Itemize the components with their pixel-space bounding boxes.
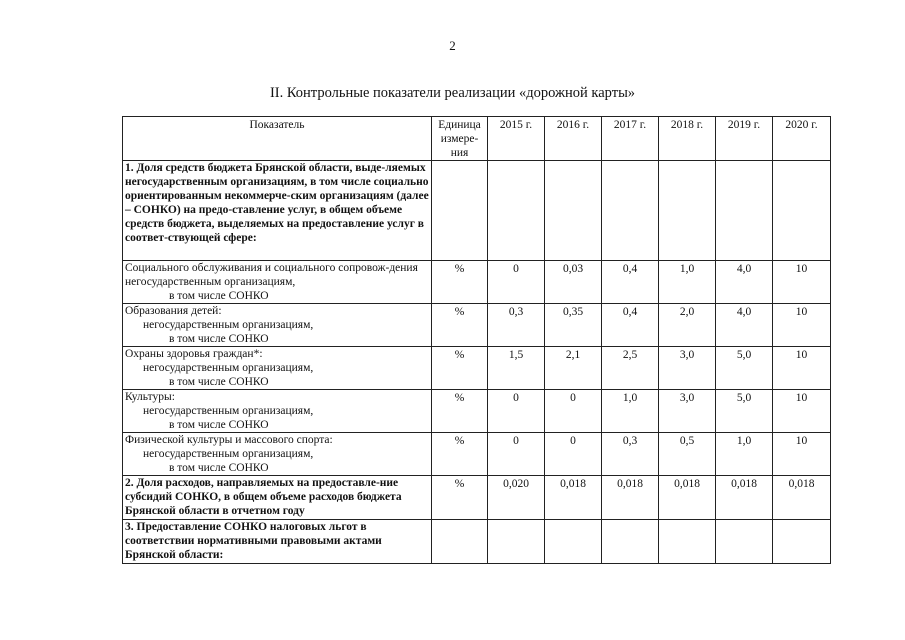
cell-2016: 0,03 <box>545 261 602 304</box>
table-row <box>123 304 831 347</box>
indicators-table <box>122 116 831 564</box>
cell-2016: 2,1 <box>545 347 602 390</box>
cell-2019: 5,0 <box>716 347 773 390</box>
cell-2019: 4,0 <box>716 261 773 304</box>
section-2-row <box>123 476 831 520</box>
row-unit: % <box>432 261 488 304</box>
cell-2017: 0,4 <box>602 304 659 347</box>
cell-2017: 0,018 <box>602 476 659 520</box>
row-label: Физической культуры и массового спорта: негосударственным организациям, в том числе СОНКО <box>123 433 432 476</box>
cell-2016: 0,018 <box>545 476 602 520</box>
header-2019: 2019 г. <box>716 117 773 161</box>
cell-2018: 0,018 <box>659 476 716 520</box>
row-unit: % <box>432 433 488 476</box>
page-number: 2 <box>449 38 456 53</box>
cell-2018: 2,0 <box>659 304 716 347</box>
section-1-label: 1. Доля средств бюджета Брянской области, выде-ляемых негосударственным организациям, в том числе социально ориентированным некоммерче-ским организациям (далее – СОНКО) на предо-ставление услуг, в общем объеме средств бюджета, выделяемых на предоставление услуг в соответ-ствующей сфере: <box>123 161 432 261</box>
section-title: II. Контрольные показатели реализации «дорожной карты» <box>269 85 636 101</box>
row-label: Образования детей: негосударственным организациям, в том числе СОНКО <box>123 304 432 347</box>
header-2020: 2020 г. <box>773 117 831 161</box>
cell-2019: 1,0 <box>716 433 773 476</box>
cell-2020: 10 <box>773 261 831 304</box>
cell-2020: 10 <box>773 390 831 433</box>
cell-2017: 2,5 <box>602 347 659 390</box>
cell-2019: 4,0 <box>716 304 773 347</box>
cell-2018: 1,0 <box>659 261 716 304</box>
cell-2016: 0,35 <box>545 304 602 347</box>
cell-2015: 0 <box>488 390 545 433</box>
cell-2016: 0 <box>545 433 602 476</box>
cell-2020: 10 <box>773 347 831 390</box>
section-1-row <box>123 161 831 261</box>
section-3-row <box>123 520 831 564</box>
header-row <box>123 117 831 161</box>
cell-2016: 0 <box>545 390 602 433</box>
header-indicator: Показатель <box>123 117 432 161</box>
row-label: Культуры: негосударственным организациям, в том числе СОНКО <box>123 390 432 433</box>
cell-2015: 0,3 <box>488 304 545 347</box>
table-row <box>123 390 831 433</box>
cell-2018: 0,5 <box>659 433 716 476</box>
cell-2020: 10 <box>773 433 831 476</box>
cell-2019: 5,0 <box>716 390 773 433</box>
header-unit: Единица измере-ния <box>432 117 488 161</box>
cell-2015: 1,5 <box>488 347 545 390</box>
cell-2015: 0 <box>488 433 545 476</box>
cell-2019: 0,018 <box>716 476 773 520</box>
header-2018: 2018 г. <box>659 117 716 161</box>
header-2015: 2015 г. <box>488 117 545 161</box>
cell-2015: 0,020 <box>488 476 545 520</box>
cell-2017: 0,3 <box>602 433 659 476</box>
header-2017: 2017 г. <box>602 117 659 161</box>
cell-2018: 3,0 <box>659 347 716 390</box>
table-row <box>123 347 831 390</box>
row-unit: % <box>432 304 488 347</box>
table-row <box>123 433 831 476</box>
cell-2020: 10 <box>773 304 831 347</box>
cell-2017: 0,4 <box>602 261 659 304</box>
cell-2020: 0,018 <box>773 476 831 520</box>
row-unit: % <box>432 347 488 390</box>
cell-2017: 1,0 <box>602 390 659 433</box>
table-row <box>123 261 831 304</box>
cell-2018: 3,0 <box>659 390 716 433</box>
row-label: Социального обслуживания и социального сопровож-дения негосударственным организациям, в том числе СОНКО <box>123 261 432 304</box>
cell-2015: 0 <box>488 261 545 304</box>
header-2016: 2016 г. <box>545 117 602 161</box>
section-2-label: 2. Доля расходов, направляемых на предоставле-ние субсидий СОНКО, в общем объеме расходов бюджета Брянской области в отчетном году <box>123 476 432 520</box>
row-label: Охраны здоровья граждан*: негосударственным организациям, в том числе СОНКО <box>123 347 432 390</box>
section-3-label: 3. Предоставление СОНКО налоговых льгот в соответствии нормативными правовыми актами Брянской области: <box>123 520 432 564</box>
row-unit: % <box>432 476 488 520</box>
row-unit: % <box>432 390 488 433</box>
